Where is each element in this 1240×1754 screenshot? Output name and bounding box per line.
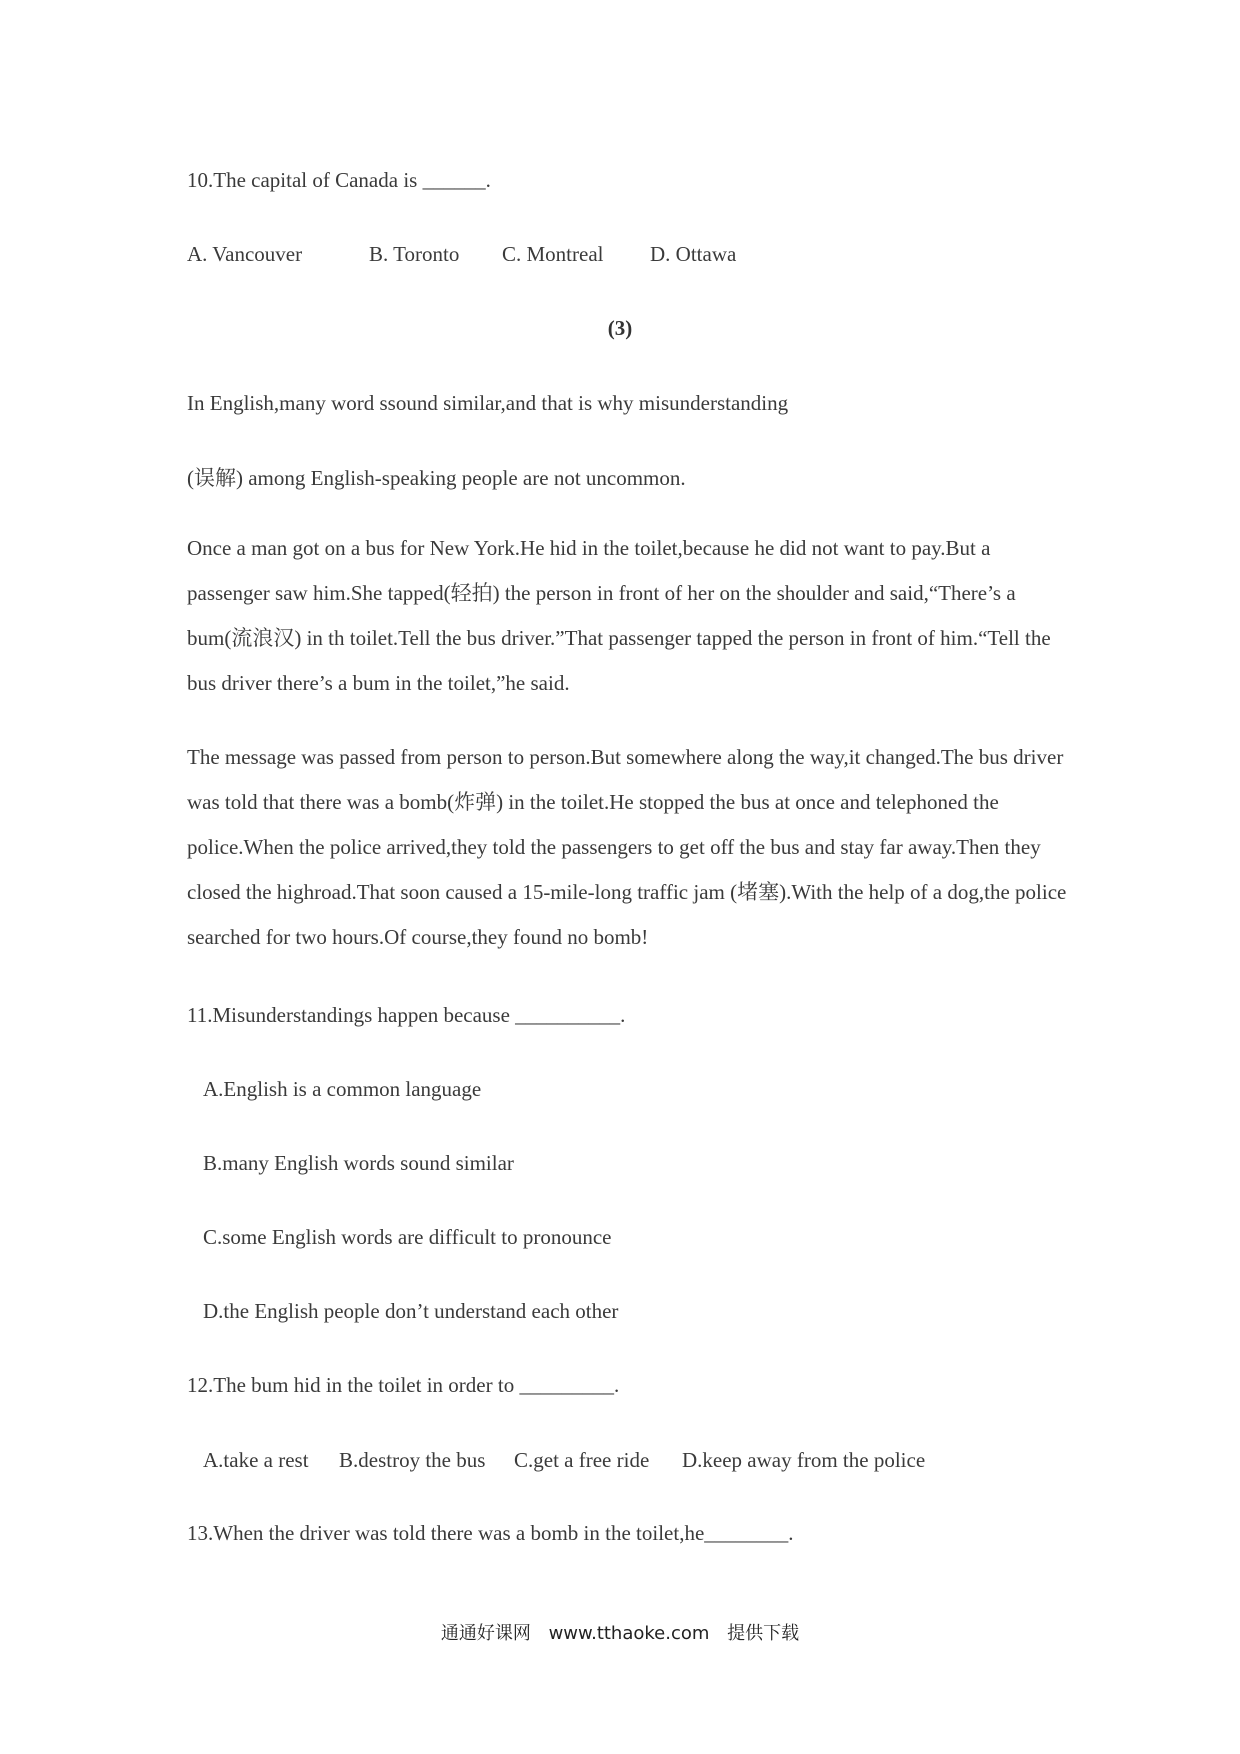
question-12-options [203,1450,925,1471]
question-10-options [187,244,736,265]
section-title: (3) [607,316,633,340]
passage-paragraph-2: The message was passed from person to person.But somewhere along the way,it changed.The bus driver was told that there was a bomb(炸弹) in the toilet.He stopped the bus at once and telephoned the police.When the police arrived,they told the passengers to get off the bus and stay far away.Then they closed the highroad.That soon caused a 15-mile-long traffic jam (堵塞).With the help of a dog,the police searched for two hours.Of course,they found no bomb! [187,745,1067,949]
footer-suffix: 提供下载 [727,1623,800,1644]
question-11-option-d: D.the English people don’t understand each other [203,1299,619,1323]
option-d: D. Ottawa [650,242,737,266]
option-a: A.take a rest [203,1448,309,1472]
question-12: 12.The bum hid in the toilet in order to _________. [187,1373,620,1397]
question-13: 13.When the driver was told there was a bomb in the toilet,he________. [187,1521,794,1545]
footer-site-name: 通通好课网 [440,1623,531,1644]
footer-url[interactable]: www.tthaoke.com [548,1623,710,1644]
option-a: A. Vancouver [187,242,303,266]
option-c: C.get a free ride [514,1448,650,1472]
passage-paragraph-1: Once a man got on a bus for New York.He hid in the toilet,because he did not want to pay.But a passenger saw him.She tapped(轻拍) the person in front of her on the shoulder and said,“There’s a bum(流浪汉) in th toilet.Tell the bus driver.”That passenger tapped the person in front of him.“Tell the bus driver there’s a bum in the toilet,”he said. [187,536,1051,695]
question-11: 11.Misunderstandings happen because __________. [187,1003,626,1027]
page-footer [0,1625,1240,1643]
question-11-option-a: A.English is a common language [203,1077,482,1101]
intro-line-2: (误解) among English-speaking people are not uncommon. [187,466,686,490]
option-b: B.destroy the bus [339,1448,486,1472]
option-c: C. Montreal [502,242,604,266]
option-b: B. Toronto [369,242,460,266]
question-11-option-b: B.many English words sound similar [203,1151,514,1175]
question-10: 10.The capital of Canada is ______. [187,168,491,192]
question-11-option-c: C.some English words are difficult to pronounce [203,1225,612,1249]
intro-line-1: In English,many word ssound similar,and that is why misunderstanding [187,391,789,415]
option-d: D.keep away from the police [682,1448,926,1472]
